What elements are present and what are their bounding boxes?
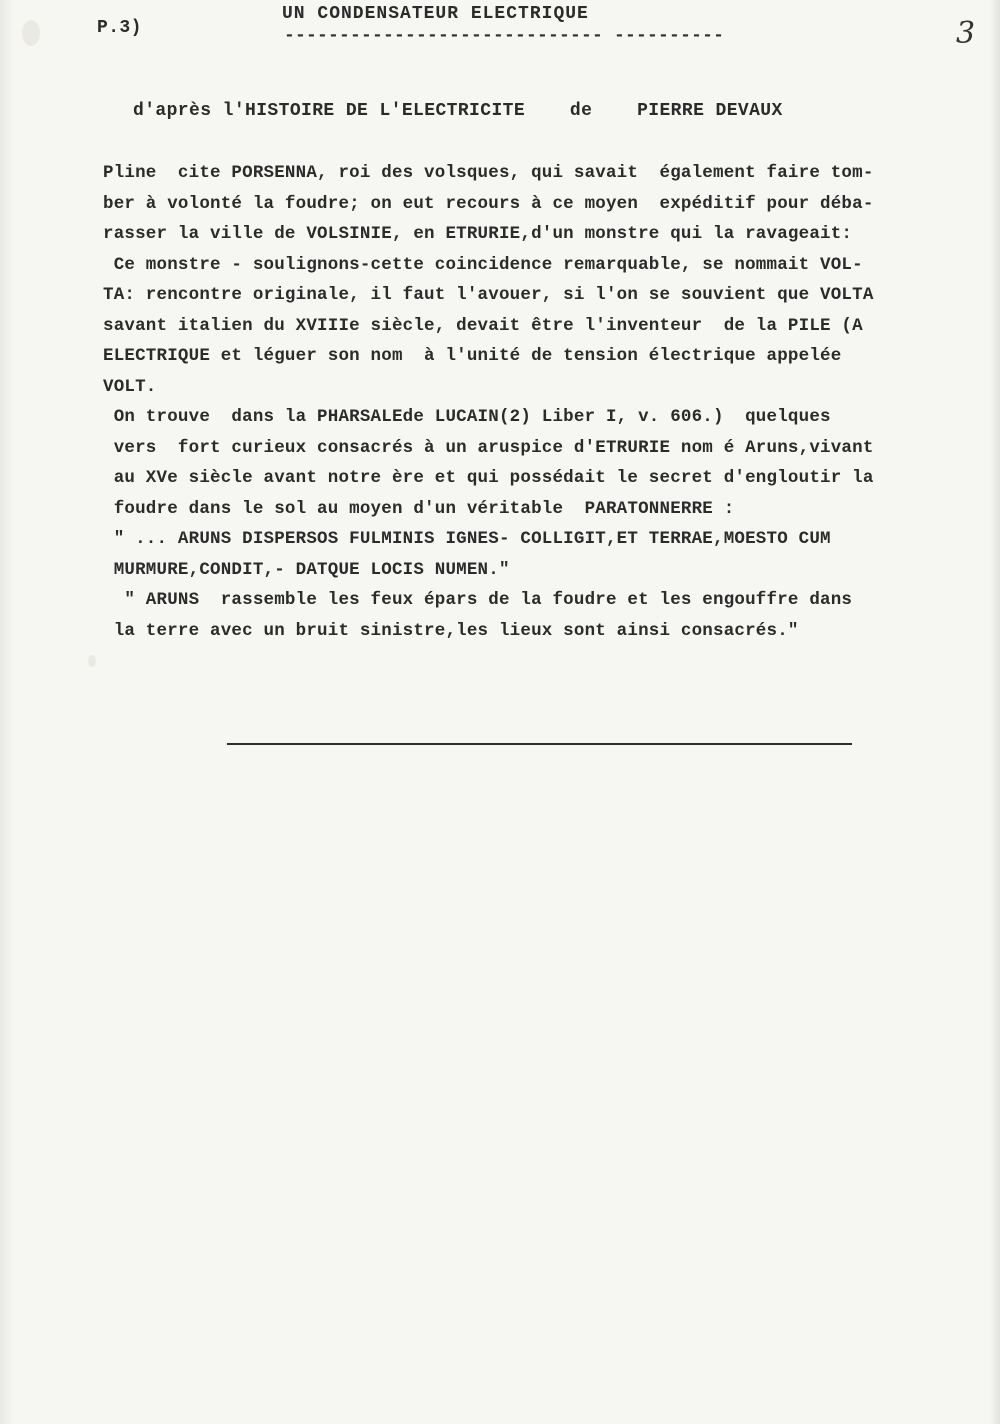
text-line: rasser la ville de VOLSINIE, en ETRURIE,d'un monstre qui la ravageait: <box>103 224 853 244</box>
text-line: Pline cite PORSENNA, roi des volsques, qui savait également faire tom- <box>103 163 874 183</box>
text-line: la terre avec un bruit sinistre,les lieux sont ainsi consacrés." <box>103 620 799 641</box>
text-line: TA: rencontre originale, il faut l'avouer, si l'on se souvient que VOLTA <box>103 285 874 305</box>
text-line: MURMURE,CONDIT,- DATQUE LOCIS NUMEN." <box>103 559 510 580</box>
paper-stain <box>22 20 40 46</box>
paper-stain <box>88 655 96 667</box>
text-line: ber à volonté la foudre; on eut recours à ce moyen expéditif pour déba- <box>103 193 874 214</box>
text-line: VOLT. <box>103 376 157 397</box>
document-title: UN CONDENSATEUR ELECTRIQUE <box>282 4 589 24</box>
source-citation: d'après l'HISTOIRE DE L'ELECTRICITE de PIERRE DEVAUX <box>133 101 783 121</box>
body-text <box>103 158 983 646</box>
text-line: ELECTRIQUE et léguer son nom à l'unité de tension électrique appelée <box>103 346 842 366</box>
text-line: On trouve dans la PHARSALEde LUCAIN(2) Liber I, v. 606.) quelques <box>103 407 831 427</box>
text-line: foudre dans le sol au moyen d'un véritable PARATONNERRE : <box>103 498 735 519</box>
text-line: " ARUNS rassemble les feux épars de la foudre et les engouffre dans <box>103 590 853 610</box>
text-line: vers fort curieux consacrés à un aruspice d'ETRURIE nom é Aruns,vivant <box>103 437 874 458</box>
paper-edge-right <box>990 0 1000 1424</box>
text-line: au XVe siècle avant notre ère et qui possédait le secret d'engloutir la <box>103 468 874 488</box>
page-reference: P.3) <box>97 18 142 38</box>
handwritten-page-number: 3 <box>956 16 976 51</box>
title-underline: ----------------------------- ---------- <box>284 26 725 46</box>
text-line: " ... ARUNS DISPERSOS FULMINIS IGNES- COLLIGIT,ET TERRAE,MOESTO CUM <box>103 529 831 549</box>
paper-edge-left <box>0 0 14 1424</box>
text-line: Ce monstre - soulignons-cette coincidence remarquable, se nommait VOL- <box>103 254 863 275</box>
closing-rule <box>227 743 852 745</box>
text-line: savant italien du XVIIIe siècle, devait être l'inventeur de la PILE (A <box>103 315 863 336</box>
